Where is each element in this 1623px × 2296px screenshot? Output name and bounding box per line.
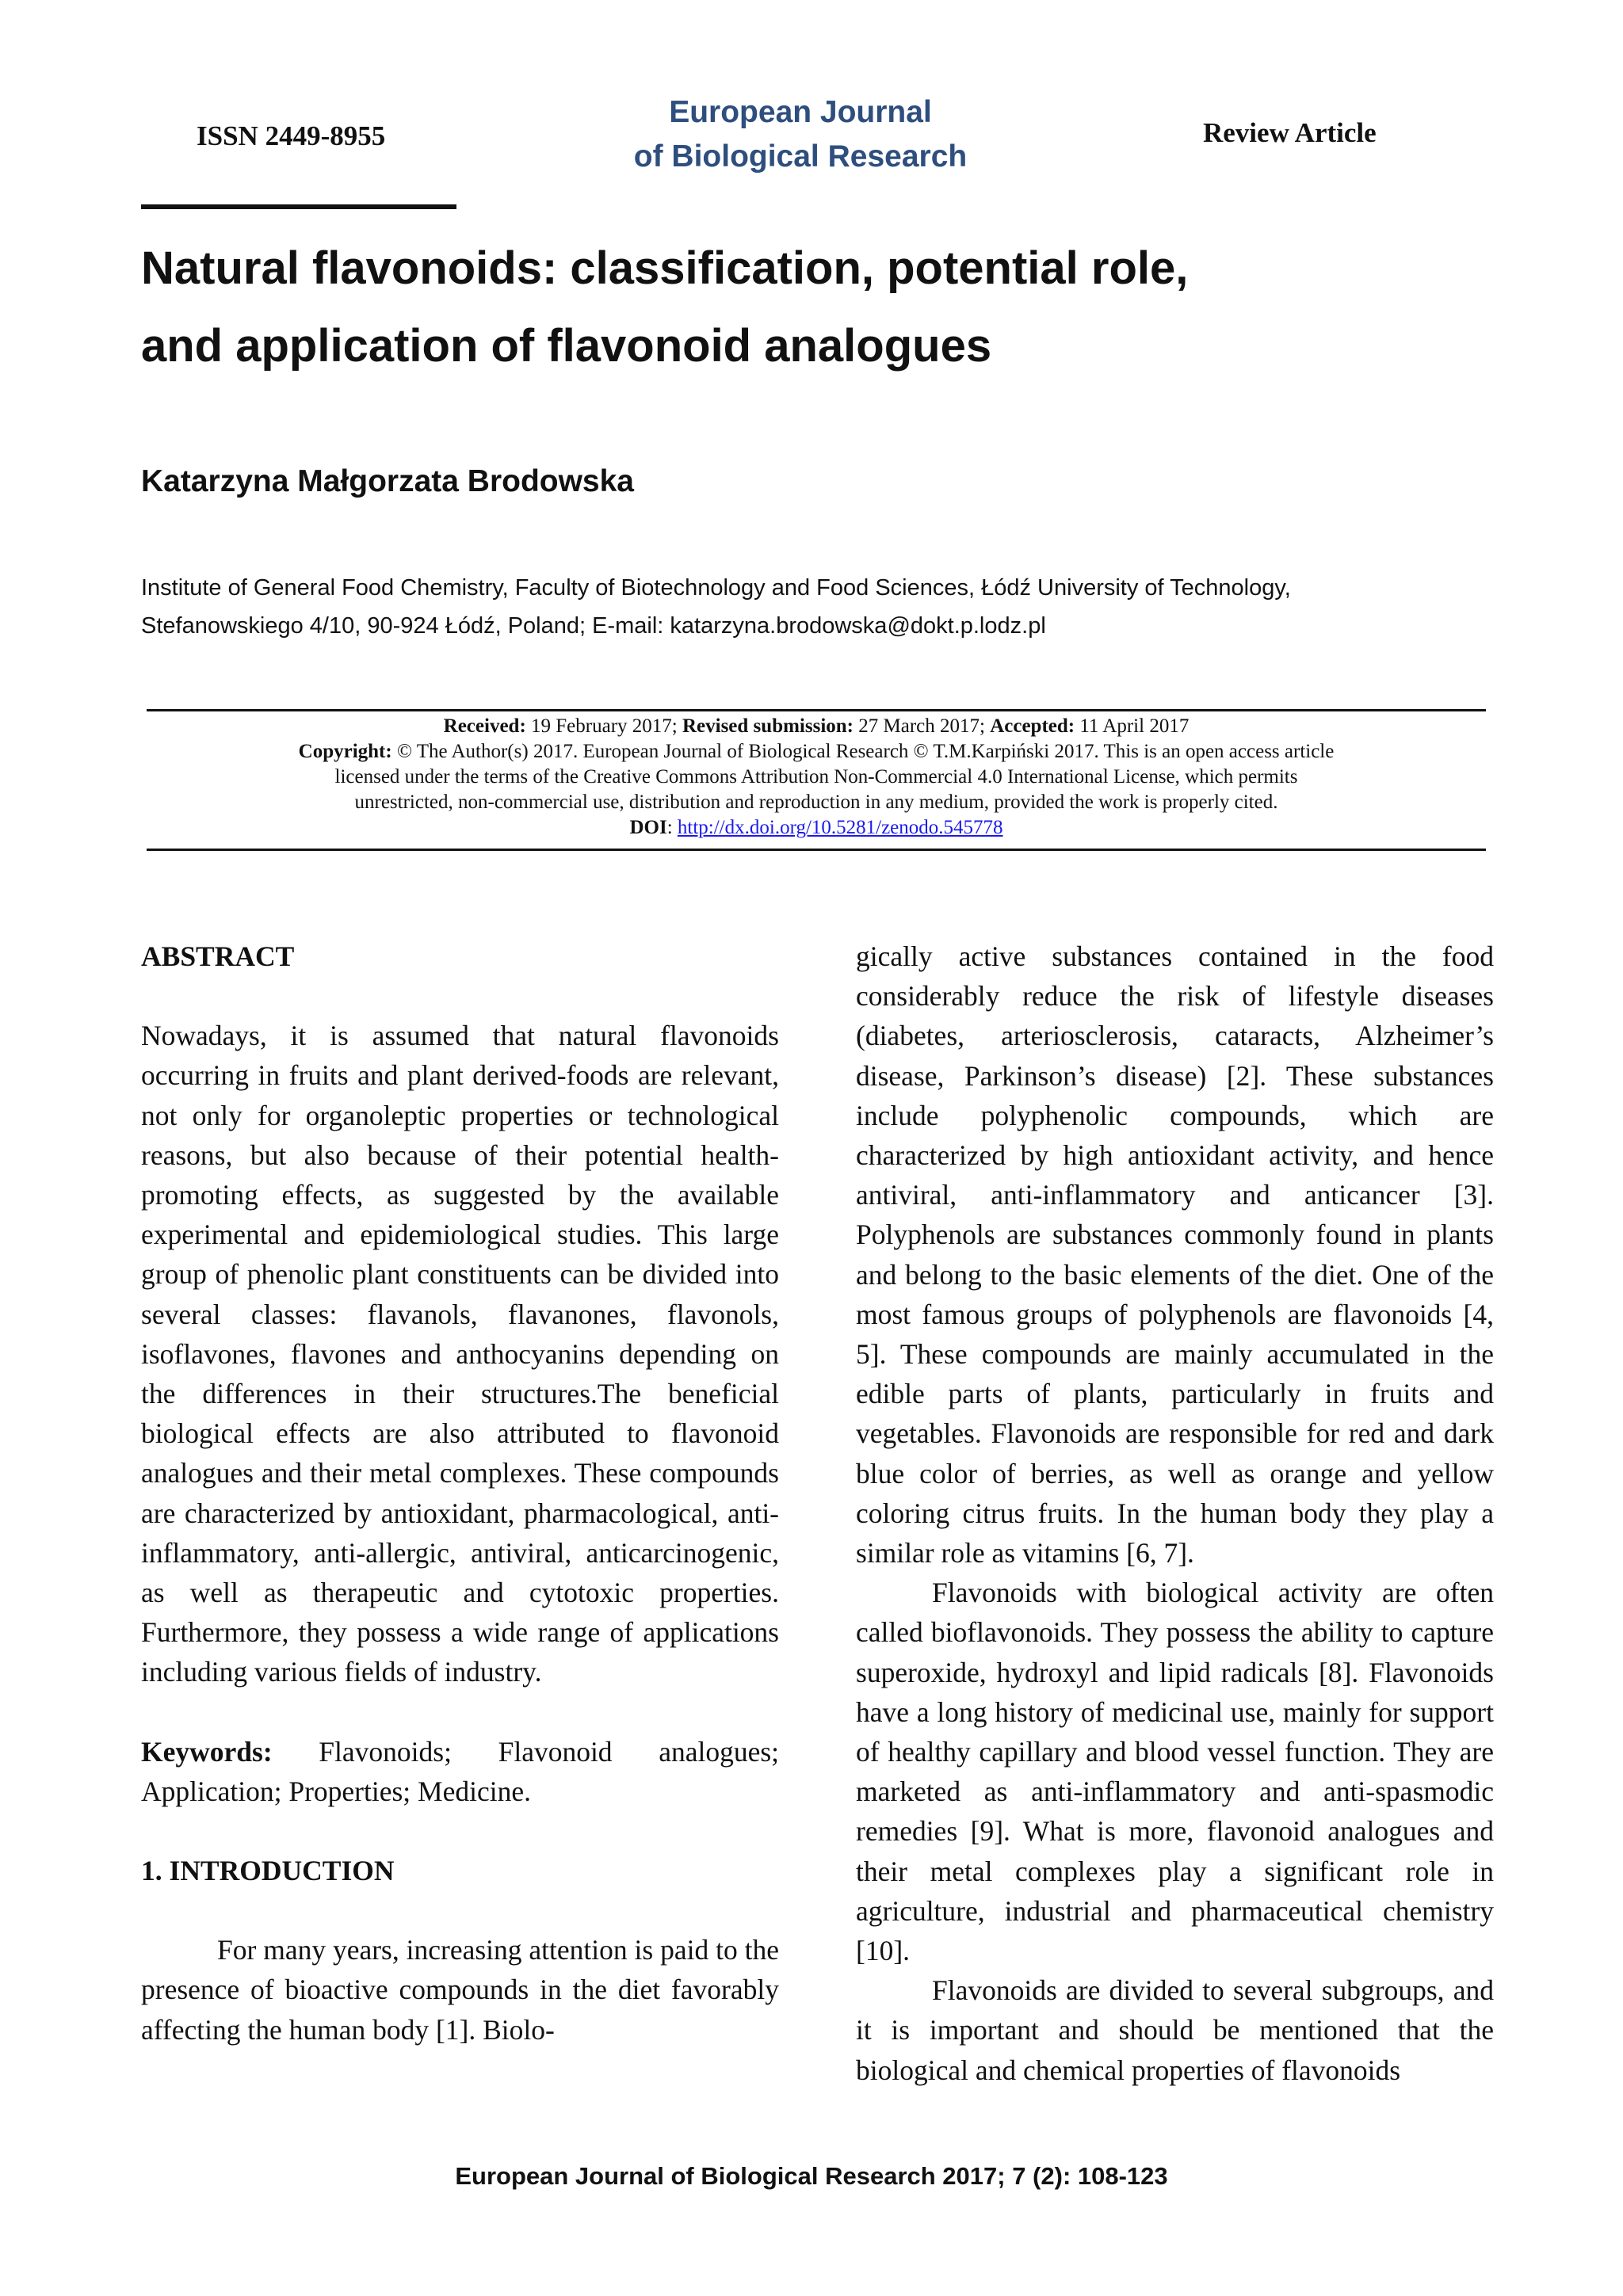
doi-label: DOI bbox=[629, 817, 667, 838]
doi-line: DOI: http://dx.doi.org/10.5281/zenodo.545778 bbox=[629, 817, 1003, 838]
license-line1: licensed under the terms of the Creative Commons Attribution Non-Commercial 4.0 International License, which permits bbox=[334, 766, 1298, 788]
copyright-text: © The Author(s) 2017. European Journal of Biological Research © T.M.Karpiński 2017. This is an open access article bbox=[396, 741, 1335, 762]
meta-top-rule bbox=[147, 709, 1486, 711]
article-type: Review Article bbox=[1203, 117, 1377, 148]
doi-link[interactable]: http://dx.doi.org/10.5281/zenodo.545778 bbox=[677, 817, 1003, 838]
accepted-label: Accepted: bbox=[990, 715, 1075, 737]
introduction-heading: 1. INTRODUCTION bbox=[141, 1855, 395, 1887]
author-name: Katarzyna Małgorzata Brodowska bbox=[141, 464, 635, 498]
right-column bbox=[856, 936, 1494, 2090]
right-paragraph-3: Flavonoids are divided to several subgroups, and it is important and should be mentioned that the biological and chemical properties of flavonoids bbox=[856, 1974, 1494, 2086]
received-date: 19 February 2017; bbox=[531, 715, 678, 737]
abstract-heading: ABSTRACT bbox=[141, 940, 295, 972]
keywords-text: Flavonoids; Flavonoid analogues; Application; Properties; Medicine. bbox=[141, 1735, 779, 1807]
article-meta bbox=[147, 714, 1486, 841]
title-line2: and application of flavonoid analogues bbox=[141, 320, 992, 372]
introduction-paragraph: For many years, increasing attention is paid to the presence of bioactive compounds in the diet favorably affecting the human body [1]. Biolo- bbox=[141, 1934, 779, 2046]
journal-name-line2: of Biological Research bbox=[633, 139, 968, 174]
keywords-label: Keywords: bbox=[141, 1735, 273, 1768]
affiliation bbox=[141, 569, 1504, 645]
dates-line bbox=[147, 714, 1486, 739]
revised-date: 27 March 2017; bbox=[858, 715, 985, 737]
header-rule bbox=[141, 204, 456, 209]
affiliation-line1: Institute of General Food Chemistry, Faculty of Biotechnology and Food Sciences, Łódź University of Technology, bbox=[141, 575, 1291, 601]
meta-bottom-rule bbox=[147, 849, 1486, 851]
revised-label: Revised submission: bbox=[682, 715, 854, 737]
left-column bbox=[141, 936, 779, 2050]
title-line1: Natural flavonoids: classification, potential role, bbox=[141, 242, 1189, 294]
copyright-line bbox=[147, 739, 1486, 765]
abstract-text: Nowadays, it is assumed that natural flavonoids occurring in fruits and plant derived-foods are relevant, not only for organoleptic properties or technological reasons, but also because of their potential health-promoting effects, as suggested by the available experimental and epidemiological studies. This large group of phenolic plant constituents can be divided into several classes: flavanols, flavanones, flavonols, isoflavones, flavones and anthocyanins depending on the differences in their structures.The beneficial biological effects are also attributed to flavonoid analogues and their metal complexes. These compounds are characterized by antioxidant, pharmacological, anti-inflammatory, anti-allergic, antiviral, anticarcinogenic, as well as therapeutic and cytotoxic properties. Furthermore, they possess a wide range of applications including various fields of industry. bbox=[141, 1020, 779, 1688]
received-label: Received: bbox=[443, 715, 526, 737]
accepted-date: 11 April 2017 bbox=[1079, 715, 1190, 737]
right-paragraph-2: Flavonoids with biological activity are often called bioflavonoids. They possess the ability to capture superoxide, hydroxyl and lipid radicals [8]. Flavonoids have a long history of medicinal use, mainly for support of healthy capillary and blood vessel function. They are marketed as anti-inflammatory and anti-spasmodic remedies [9]. What is more, flavonoid analogues and their metal complexes play a significant role in agriculture, industrial and pharmaceutical chemistry [10]. bbox=[856, 1577, 1494, 1967]
page-footer: European Journal of Biological Research 2017; 7 (2): 108-123 bbox=[455, 2162, 1168, 2190]
article-title bbox=[141, 230, 1488, 385]
right-paragraph-1: gically active substances contained in the food considerably reduce the risk of lifestyle diseases (diabetes, arteriosclerosis, cataracts, Alzheimer’s disease, Parkinson’s disease) [2]. These substances include polyphenolic compounds, which are characterized by high antioxidant activity, and hence antiviral, anti-inflammatory and anticancer [3]. Polyphenols are substances commonly found in plants and belong to the basic elements of the diet. One of the most famous groups of polyphenols are flavonoids [4, 5]. These compounds are mainly accumulated in the edible parts of plants, particularly in fruits and vegetables. Flavonoids are responsible for red and dark blue color of berries, as well as orange and yellow coloring citrus fruits. In the human body they play a similar role as vitamins [6, 7]. bbox=[856, 940, 1494, 1569]
license-line2: unrestricted, non-commercial use, distribution and reproduction in any medium, provided the work is properly cited. bbox=[354, 791, 1278, 813]
affiliation-line2: Stefanowskiego 4/10, 90-924 Łódź, Poland; E-mail: katarzyna.brodowska@dokt.p.lodz.pl bbox=[141, 613, 1046, 639]
journal-name bbox=[555, 90, 1046, 179]
keywords bbox=[141, 1732, 779, 1811]
copyright-label: Copyright: bbox=[298, 741, 392, 762]
issn: ISSN 2449-8955 bbox=[197, 120, 386, 151]
journal-name-line1: European Journal bbox=[669, 95, 932, 129]
